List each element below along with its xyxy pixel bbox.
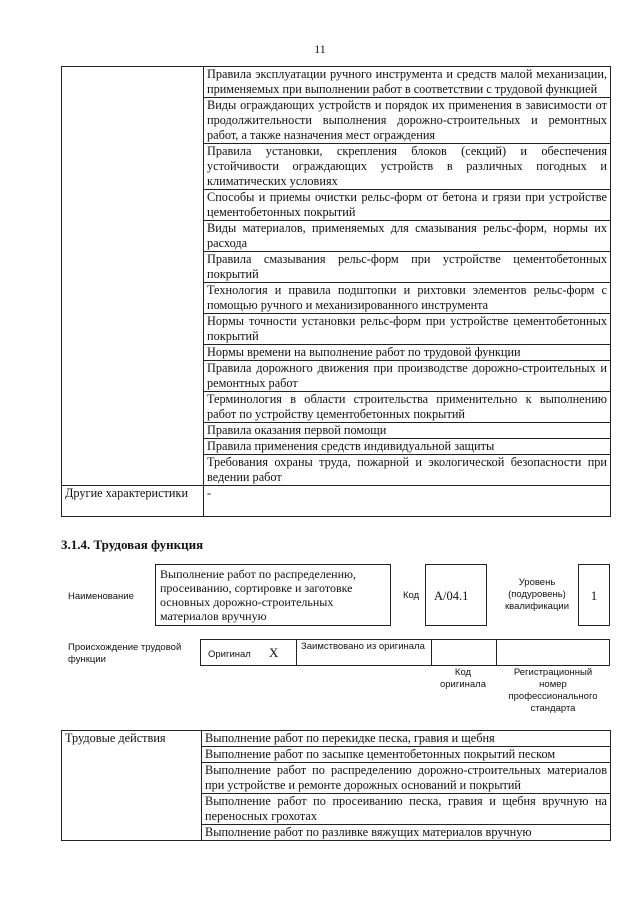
table-row xyxy=(62,731,611,747)
requirement-item: Способы и приемы очистки рельс-форм от бетона и грязи при устройстве цементобетонных покрытий xyxy=(204,190,611,221)
requirement-item: Правила дорожного движения при производстве дорожно-строительных и ремонтных работ xyxy=(204,361,611,392)
table-row xyxy=(62,67,611,98)
other-characteristics-label: Другие характеристики xyxy=(62,486,204,517)
origin-row xyxy=(200,639,610,666)
original-label: Оригинал xyxy=(208,649,251,660)
labor-action-item: Выполнение работ по засыпке цементобетонных покрытий песком xyxy=(202,747,611,763)
requirement-item: Нормы точности установки рельс-форм при устройстве цементобетонных покрытий xyxy=(204,314,611,345)
requirement-item: Виды материалов, применяемых для смазывания рельс-форм, нормы их расхода xyxy=(204,221,611,252)
requirements-table xyxy=(61,66,611,517)
requirements-label-cell xyxy=(62,67,204,486)
code-label: Код xyxy=(403,590,420,601)
qualification-level-box: 1 xyxy=(578,564,610,626)
borrowed-label: Заимствовано из оригинала xyxy=(301,641,425,652)
other-characteristics-value: - xyxy=(204,486,611,517)
requirement-item: Виды ограждающих устройств и порядок их применения в зависимости от продолжительности выполнения дорожно-строительных и ремонтных работ, а также назначения мест ограждения xyxy=(204,98,611,144)
qualification-level-label: Уровень (подуровень) квалификации xyxy=(504,577,570,612)
requirement-item: Требования охраны труда, пожарной и экологической безопасности при ведении работ xyxy=(204,455,611,486)
function-code-box: A/04.1 xyxy=(425,564,487,626)
origin-label: Происхождение трудовой функции xyxy=(68,642,182,665)
labor-action-item: Выполнение работ по распределению дорожно-строительных материалов при устройстве и ремонте дорожных оснований и покрытий xyxy=(202,763,611,794)
table-row xyxy=(62,486,611,517)
requirement-item: Правила эксплуатации ручного инструмента и средств малой механизации, применяемых при выполнении работ в соответствии с трудовой функцией xyxy=(204,67,611,98)
labor-action-item: Выполнение работ по разливке вяжущих материалов вручную xyxy=(202,825,611,841)
original-mark: X xyxy=(269,645,279,660)
labor-actions-table xyxy=(61,730,611,841)
section-heading: 3.1.4. Трудовая функция xyxy=(61,537,204,552)
requirement-item: Правила установки, скрепления блоков (секций) и обеспечения устойчивости ограждающих устройств в различных погодных и климатических условиях xyxy=(204,144,611,190)
requirement-item: Правила оказания первой помощи xyxy=(204,423,611,439)
requirement-item: Правила применения средств индивидуальной защиты xyxy=(204,439,611,455)
labor-action-item: Выполнение работ по просеиванию песка, гравия и щебня вручную на переносных грохотах xyxy=(202,794,611,825)
requirement-item: Нормы времени на выполнение работ по трудовой функции xyxy=(204,345,611,361)
page-number: 11 xyxy=(314,42,326,56)
function-name-box: Выполнение работ по распределению, просеиванию, сортировке и заготовке основных дорожно-строительных материалов вручную xyxy=(155,564,391,626)
requirement-item: Технология и правила подштопки и рихтовки элементов рельс-форм с помощью ручного и механизированного инструмента xyxy=(204,283,611,314)
original-code-caption: Код оригинала xyxy=(439,667,486,690)
requirement-item: Правила смазывания рельс-форм при устройстве цементобетонных покрытий xyxy=(204,252,611,283)
requirement-item: Терминология в области строительства применительно к выполнению работ по устройству цементобетонных покрытий xyxy=(204,392,611,423)
name-label: Наименование xyxy=(68,591,134,602)
labor-action-item: Выполнение работ по перекидке песка, гравия и щебня xyxy=(202,731,611,747)
registration-number-caption: Регистрационный номер профессионального стандарта xyxy=(508,667,598,714)
labor-actions-label: Трудовые действия xyxy=(62,731,202,841)
